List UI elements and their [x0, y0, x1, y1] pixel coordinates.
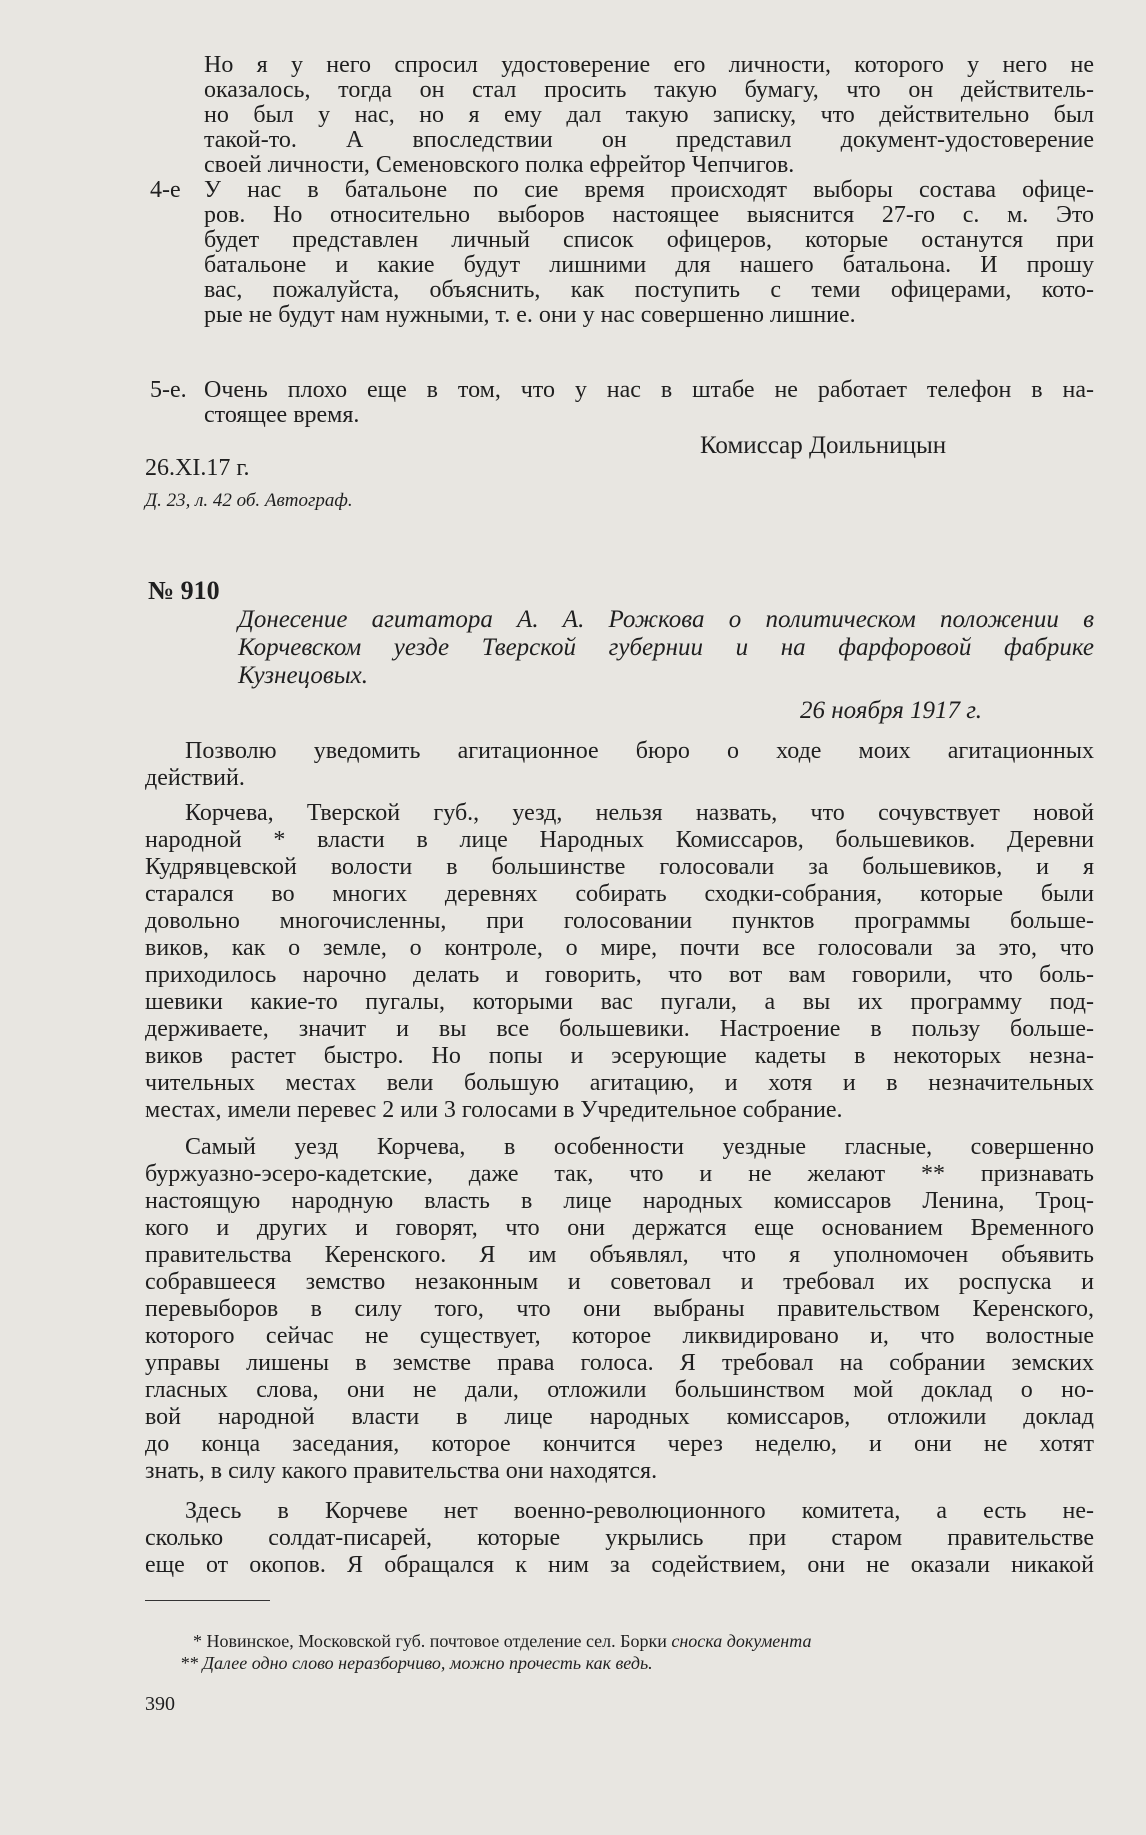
paragraph-2: [145, 800, 1094, 1124]
signature: Комиссар Доильницын: [700, 432, 947, 459]
text-line: буржуазно-эсеро-кадетские, даже так, что и не желают ** признавать: [145, 1161, 1094, 1187]
text-line: такой-то. А впоследствии он представил документ-удостоверение: [204, 127, 1094, 153]
text-line: вас, пожалуйста, объяснить, как поступить с теми офицерами, кото-: [204, 277, 1094, 303]
text-line: Здесь в Корчеве нет военно-революционного комитета, а есть не-: [185, 1498, 1094, 1524]
text-line: приходилось нарочно делать и говорить, что вот вам говорили, что боль-: [145, 962, 1094, 988]
text-line: У нас в батальоне по сие время происходят выборы состава офице-: [204, 177, 1094, 203]
text-line: но был у нас, но я ему дал такую записку, что действительно был: [204, 102, 1094, 128]
text-line: батальоне и какие будут лишними для нашего батальона. И прошу: [204, 252, 1094, 278]
page-number: 390: [145, 1693, 175, 1715]
footnote-1: [193, 1631, 811, 1651]
item-4-mark: 4-е: [150, 177, 181, 203]
footnote-1-text: * Новинское, Московской губ. почтовое отделение сел. Борки: [193, 1631, 667, 1651]
heading-line: Корчевском уезде Тверской губернии и на фарфоровой фабрике: [238, 634, 1094, 661]
item-4: [150, 178, 1094, 338]
text-line: правительства Керенского. Я им объявлял, что я уполномочен объявить: [145, 1242, 1094, 1268]
text-line: Кудрявцевской волости в большинстве голосовали за большевиков, и я: [145, 854, 1094, 880]
top-paragraph: [204, 53, 1094, 178]
text-line: чительных местах вели большую агитацию, и хотя и в незначительных: [145, 1070, 1094, 1096]
text-line: народной * власти в лице Народных Комиссаров, большевиков. Деревни: [145, 827, 1094, 853]
text-line: которого сейчас не существует, которое ликвидировано и, что волостные: [145, 1323, 1094, 1349]
text-line: Корчева, Тверской губ., уезд, нельзя назвать, что сочувствует новой: [185, 800, 1094, 826]
text-line: собравшееся земство незаконным и советовал и требовал их роспуска и: [145, 1269, 1094, 1295]
text-line: перевыборов в силу того, что они выбраны правительством Керенского,: [145, 1296, 1094, 1322]
document-number: № 910: [148, 576, 220, 605]
text-line: кого и других и говорят, что они держатся еще основанием Временного: [145, 1215, 1094, 1241]
text-line: старался во многих деревнях собирать сходки-собрания, которые были: [145, 881, 1094, 907]
text-line: держиваете, значит и вы все большевики. Настроение в пользу больше-: [145, 1016, 1094, 1042]
text-line: своей личности, Семеновского полка ефрейтор Чепчигов.: [204, 152, 795, 178]
text-line: местах, имели перевес 2 или 3 голосами в Учредительное собрание.: [145, 1097, 843, 1123]
text-line: довольно многочисленны, при голосовании пунктов программы больше-: [145, 908, 1094, 934]
text-line: сколько солдат-писарей, которые укрылись при старом правительстве: [145, 1525, 1094, 1551]
item-5: [150, 378, 1094, 438]
text-line: Позволю уведомить агитационное бюро о ходе моих агитационных: [185, 738, 1094, 764]
text-line: вой народной власти в лице народных комиссаров, отложили доклад: [145, 1404, 1094, 1430]
text-line: стоящее время.: [204, 402, 360, 428]
heading-line: Кузнецовых.: [238, 662, 368, 689]
text-line: оказалось, тогда он стал просить такую бумагу, что он действитель-: [204, 77, 1094, 103]
paragraph-1: [145, 738, 1094, 792]
text-line: Но я у него спросил удостоверение его личности, которого у него не: [204, 52, 1094, 78]
heading-line: Донесение агитатора А. А. Рожкова о политическом положении в: [238, 606, 1094, 633]
text-line: еще от окопов. Я обращался к ним за содействием, они не оказали никакой: [145, 1552, 1094, 1578]
footnote-1-italic: сноска документа: [671, 1631, 812, 1651]
document-date: 26 ноября 1917 г.: [800, 697, 982, 724]
footnote-rule: [145, 1600, 270, 1601]
item-5-mark: 5-е.: [150, 377, 187, 403]
source-line: Д. 23, л. 42 об. Автограф.: [145, 490, 353, 511]
paragraph-3: [145, 1134, 1094, 1485]
text-line: шевики какие-то пугалы, которыми вас пугали, а вы их программу под-: [145, 989, 1094, 1015]
text-line: гласных слова, они не дали, отложили большинством мой доклад о но-: [145, 1377, 1094, 1403]
item-4-body: [204, 178, 1094, 328]
item-5-body: [204, 378, 1094, 428]
text-line: знать, в силу какого правительства они находятся.: [145, 1458, 658, 1484]
date-line: 26.XI.17 г.: [145, 455, 250, 481]
text-line: управы лишены в земстве права голоса. Я требовал на собрании земских: [145, 1350, 1094, 1376]
text-line: Самый уезд Корчева, в особенности уездные гласные, совершенно: [185, 1134, 1094, 1160]
text-line: до конца заседания, которое кончится через неделю, и они не хотят: [145, 1431, 1094, 1457]
text-line: Очень плохо еще в том, что у нас в штабе не работает телефон в на-: [204, 377, 1094, 403]
text-line: ров. Но относительно выборов настоящее выяснится 27-го с. м. Это: [204, 202, 1094, 228]
text-line: настоящую народную власть в лице народных комиссаров Ленина, Троц-: [145, 1188, 1094, 1214]
text-line: рые не будут нам нужными, т. е. они у нас совершенно лишние.: [204, 302, 856, 328]
paragraph-4: [145, 1498, 1094, 1579]
text-line: виков растет быстро. Но попы и эсерующие кадеты в некоторых незна-: [145, 1043, 1094, 1069]
text-line: будет представлен личный список офицеров, которые останутся при: [204, 227, 1094, 253]
document-heading: [238, 606, 1094, 690]
text-line: виков, как о земле, о контроле, о мире, почти все голосовали за это, что: [145, 935, 1094, 961]
text-line: действий.: [145, 765, 245, 791]
footnote-2: ** Далее одно слово неразборчиво, можно прочесть как ведь.: [180, 1653, 653, 1673]
